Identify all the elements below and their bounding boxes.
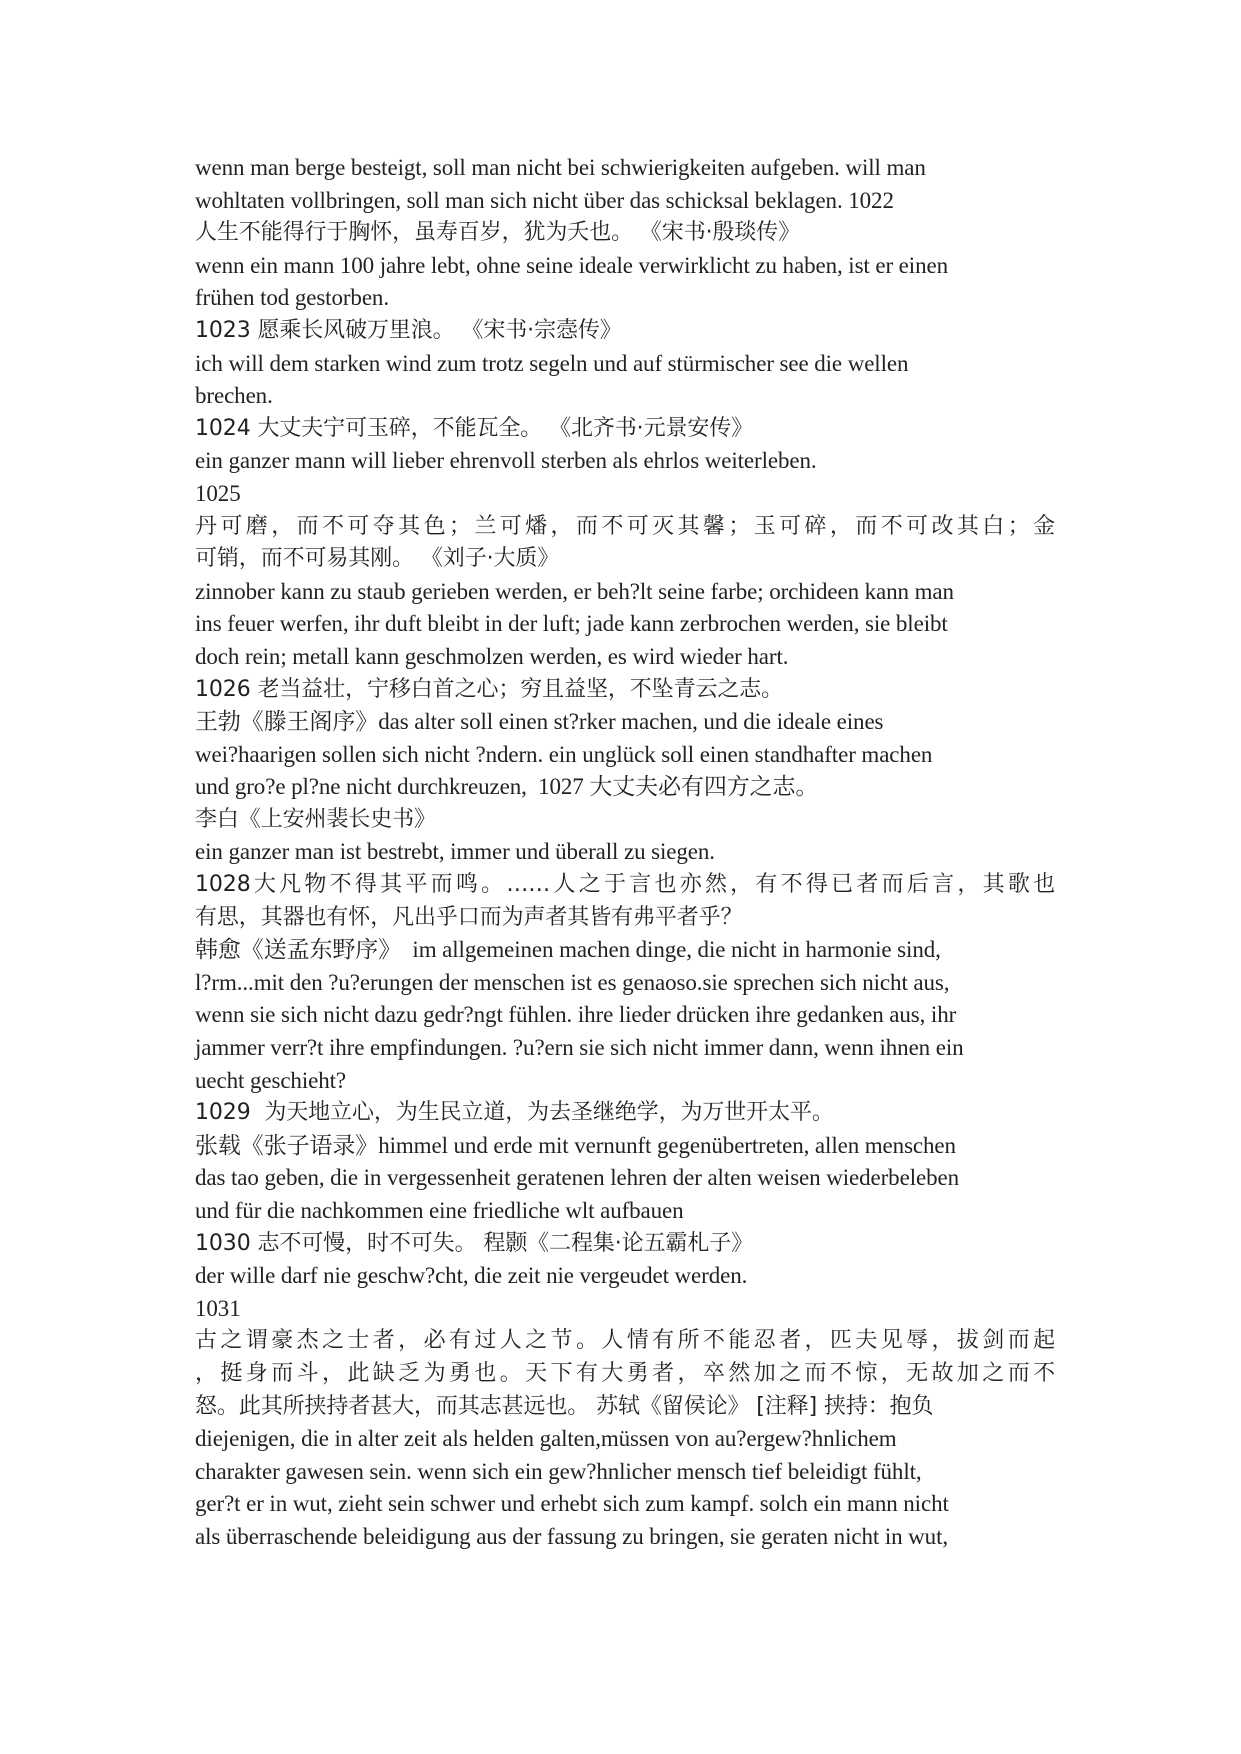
text-line: 有思，其器也有怀，凡出乎口而为声者其皆有弗平者乎？ — [195, 904, 743, 930]
text-line: 可销，而不可易其刚。 《刘子·大质》 — [195, 546, 560, 572]
text-line: der wille darf nie geschw?cht, die zeit nie vergeudet werden. — [195, 1263, 748, 1289]
text-line: 王勃《滕王阁序》das alter soll einen st?rker machen, und die ideale eines — [195, 709, 884, 735]
text-line: ein ganzer mann will lieber ehrenvoll sterben als ehrlos weiterleben. — [195, 448, 817, 474]
text-line: ein ganzer man ist bestrebt, immer und überall zu siegen. — [195, 839, 715, 865]
text-line: l?rm...mit den ?u?erungen der menschen ist es genaoso.sie sprechen sich nicht aus, — [195, 969, 950, 995]
text-line: zinnober kann zu staub gerieben werden, er beh?lt seine farbe; orchideen kann man — [195, 578, 954, 604]
text-line: 1028大凡物不得其平而鸣。……人之于言也亦然，有不得已者而后言，其歌也 — [195, 872, 1055, 898]
text-line: 古之谓豪杰之士者，必有过人之节。人情有所不能忍者，匹夫见辱，拔剑而起 — [195, 1328, 1055, 1354]
text-line: 1024 大丈夫宁可玉碎，不能瓦全。 《北齐书·元景安传》 — [195, 415, 754, 441]
text-line: wei?haarigen sollen sich nicht ?ndern. ein unglück soll einen standhafter machen — [195, 741, 933, 767]
text-line: jammer verr?t ihre empfindungen. ?u?ern sie sich nicht immer dann, wenn ihnen ein — [195, 1035, 964, 1061]
text-line: diejenigen, die in alter zeit als helden galten,müssen von au?ergew?hnlichem — [195, 1426, 897, 1452]
text-line: doch rein; metall kann geschmolzen werden, es wird wieder hart. — [195, 643, 789, 669]
text-line: frühen tod gestorben. — [195, 285, 389, 311]
text-line: wohltaten vollbringen, soll man sich nicht über das schicksal beklagen. 1022 — [195, 187, 894, 213]
text-line: charakter gawesen sein. wenn sich ein gew?hnlicher mensch tief beleidigt fühlt, — [195, 1458, 922, 1484]
text-line: 1026 老当益壮，宁移白首之心；穷且益坚，不坠青云之志。 — [195, 676, 784, 702]
text-line: 丹可磨，而不可夺其色；兰可燔，而不可灭其馨；玉可碎，而不可改其白；金 — [195, 513, 1055, 539]
text-line: brechen. — [195, 383, 273, 409]
text-line: 张载《张子语录》himmel und erde mit vernunft gegenübertreten, allen menschen — [195, 1132, 956, 1158]
text-line: 1031 — [195, 1295, 241, 1321]
text-line: 人生不能得行于胸怀，虽寿百岁，犹为夭也。 《宋书·殷琰传》 — [195, 220, 801, 246]
text-line: ich will dem starken wind zum trotz segeln und auf stürmischer see die wellen — [195, 350, 909, 376]
text-line: uecht geschieht? — [195, 1067, 347, 1093]
text-line: 李白《上安州裴长史书》 — [195, 806, 436, 832]
text-line: ，挺身而斗，此缺乏为勇也。天下有大勇者，卒然加之而不惊，无故加之而不 — [195, 1360, 1055, 1386]
text-line: wenn sie sich nicht dazu gedr?ngt fühlen. ihre lieder drücken ihre gedanken aus, ihr — [195, 1002, 957, 1028]
text-line: 1023 愿乘长风破万里浪。 《宋书·宗悫传》 — [195, 317, 622, 343]
text-line: und gro?e pl?ne nicht durchkreuzen, 1027 大丈夫必有四方之志。 — [195, 774, 819, 800]
text-line: wenn man berge besteigt, soll man nicht bei schwierigkeiten aufgeben. will man — [195, 155, 926, 180]
text-line: ger?t er in wut, zieht sein schwer und erhebt sich zum kampf. solch ein mann nicht — [195, 1491, 949, 1517]
text-line: und für die nachkommen eine friedliche wlt aufbauen — [195, 1198, 684, 1223]
text-line: als überraschende beleidigung aus der fassung zu bringen, sie geraten nicht in wut, — [195, 1523, 949, 1549]
text-line: 1025 — [195, 480, 241, 506]
document-page — [195, 152, 1055, 1554]
text-line: 怒。此其所挟持者甚大，而其志甚远也。 苏轼《留侯论》 [注释] 挟持：抱负 — [195, 1393, 934, 1419]
text-line: 韩愈《送孟东野序》 im allgemeinen machen dinge, die nicht in harmonie sind, — [195, 937, 941, 963]
text-line: ins feuer werfen, ihr duft bleibt in der luft; jade kann zerbrochen werden, sie bleibt — [195, 611, 948, 637]
text-line: wenn ein mann 100 jahre lebt, ohne seine ideale verwirklicht zu haben, ist er einen — [195, 252, 948, 278]
text-line: 1030 志不可慢，时不可失。 程颢《二程集·论五霸札子》 — [195, 1230, 754, 1256]
text-line: das tao geben, die in vergessenheit geratenen lehren der alten weisen wiederbeleben — [195, 1165, 959, 1191]
text-line: 1029 为天地立心，为生民立道，为去圣继绝学，为万世开太平。 — [195, 1100, 834, 1126]
